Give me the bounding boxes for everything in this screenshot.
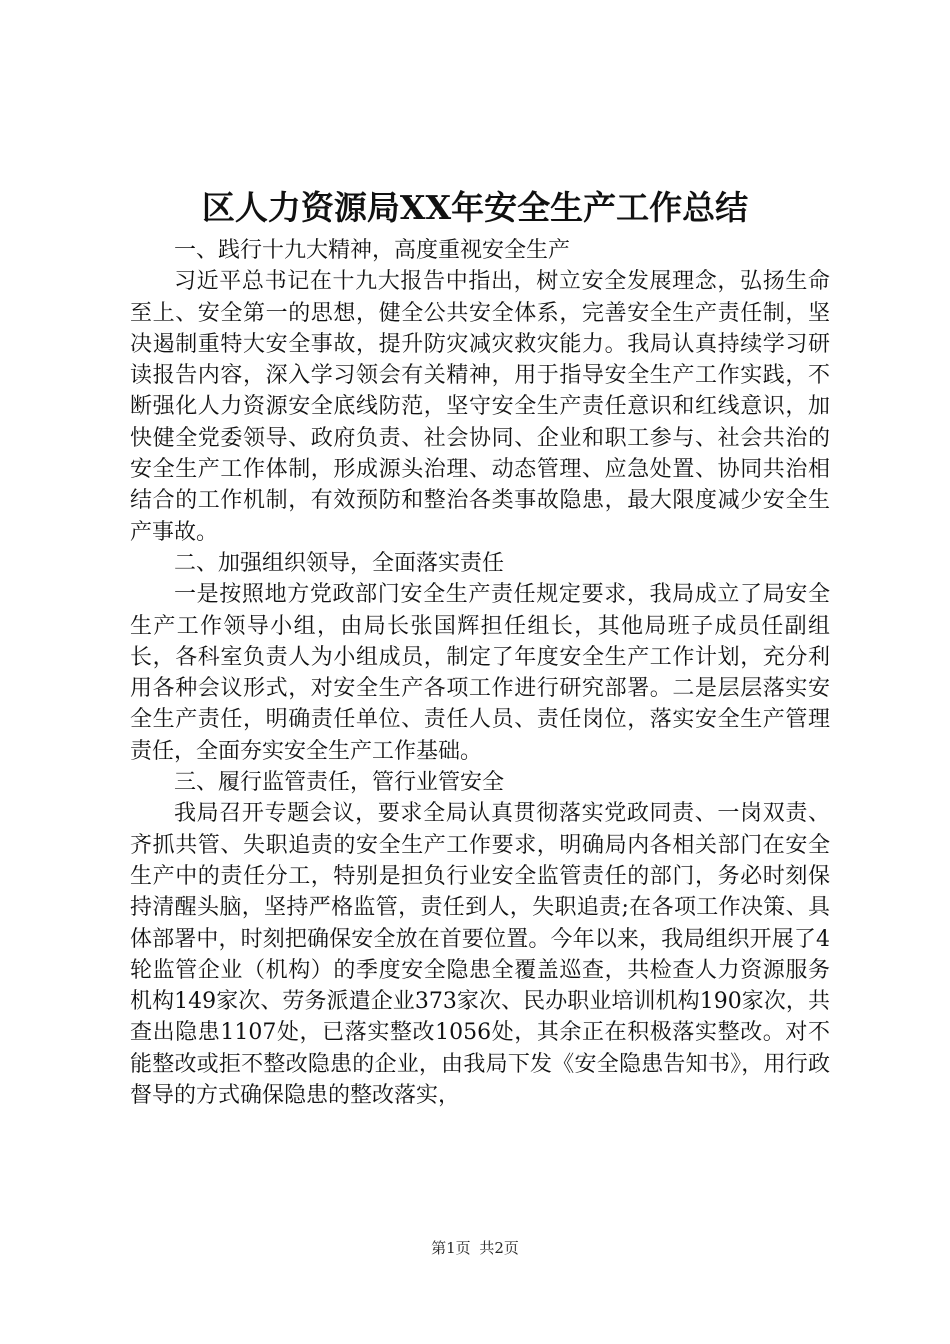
section-heading-1: 一、践行十九大精神，高度重视安全生产 [174,238,571,263]
paragraph-1: 习近平总书记在十九大报告中指出，树立安全发展理念，弘扬生命至上、安全第一的思想，健全公共安全体系，完善安全生产责任制，坚决遏制重特大安全事故，提升防灾减灾救灾能力。我局认真持续学习研读报告内容，深入学习领会有关精神，用于指导安全生产工作实践，不断强化人力资源安全底线防范，坚守安全生产责任意识和红线意识，加快健全党委领导、政府负责、社会协同、企业和职工参与、社会共治的安全生产工作体制，形成源头治理、动态管理、应急处置、协同共治相结合的工作机制，有效预防和整治各类事故隐患，最大限度减少安全生产事故。 [130,269,830,545]
paragraph-3: 我局召开专题会议，要求全局认真贯彻落实党政同责、一岗双责、齐抓共管、失职追责的安全生产工作要求，明确局内各相关部门在安全生产中的责任分工，特别是担负行业安全监管责任的部门，务必时刻保持清醒头脑，坚持严格监管，责任到人，失职追责;在各项工作决策、具体部署中，时刻把确保安全放在首要位置。今年以来，我局组织开展了4轮监管企业（机构）的季度安全隐患全覆盖巡查，共检查人力资源服务机构149家次、劳务派遣企业373家次、民办职业培训机构190家次，共查出隐患1107处，已落实整改1056处，其余正在积极落实整改。对不能整改或拒不整改隐患的企业，由我局下发《安全隐患告知书》，用行政督导的方式确保隐患的整改落实， [130,801,830,1109]
page-footer [0,1238,950,1258]
document-title: 区人力资源局XX年安全生产工作总结 [201,188,749,227]
section-heading-2: 二、加强组织领导，全面落实责任 [174,550,505,576]
page-number: 第1页 [431,1239,471,1257]
page-total: 共2页 [479,1239,519,1257]
paragraph-2: 一是按照地方党政部门安全生产责任规定要求，我局成立了局安全生产工作领导小组，由局长张国辉担任组长，其他局班子成员任副组长，各科室负责人为小组成员，制定了年度安全生产工作计划，充分利用各种会议形式，对安全生产各项工作进行研究部署。二是层层落实安全生产责任，明确责任单位、责任人员、责任岗位，落实安全生产管理责任，全面夯实安全生产工作基础。 [130,582,830,764]
section-heading-3: 三、履行监管责任，管行业管安全 [174,770,505,796]
document-body [130,235,830,1111]
